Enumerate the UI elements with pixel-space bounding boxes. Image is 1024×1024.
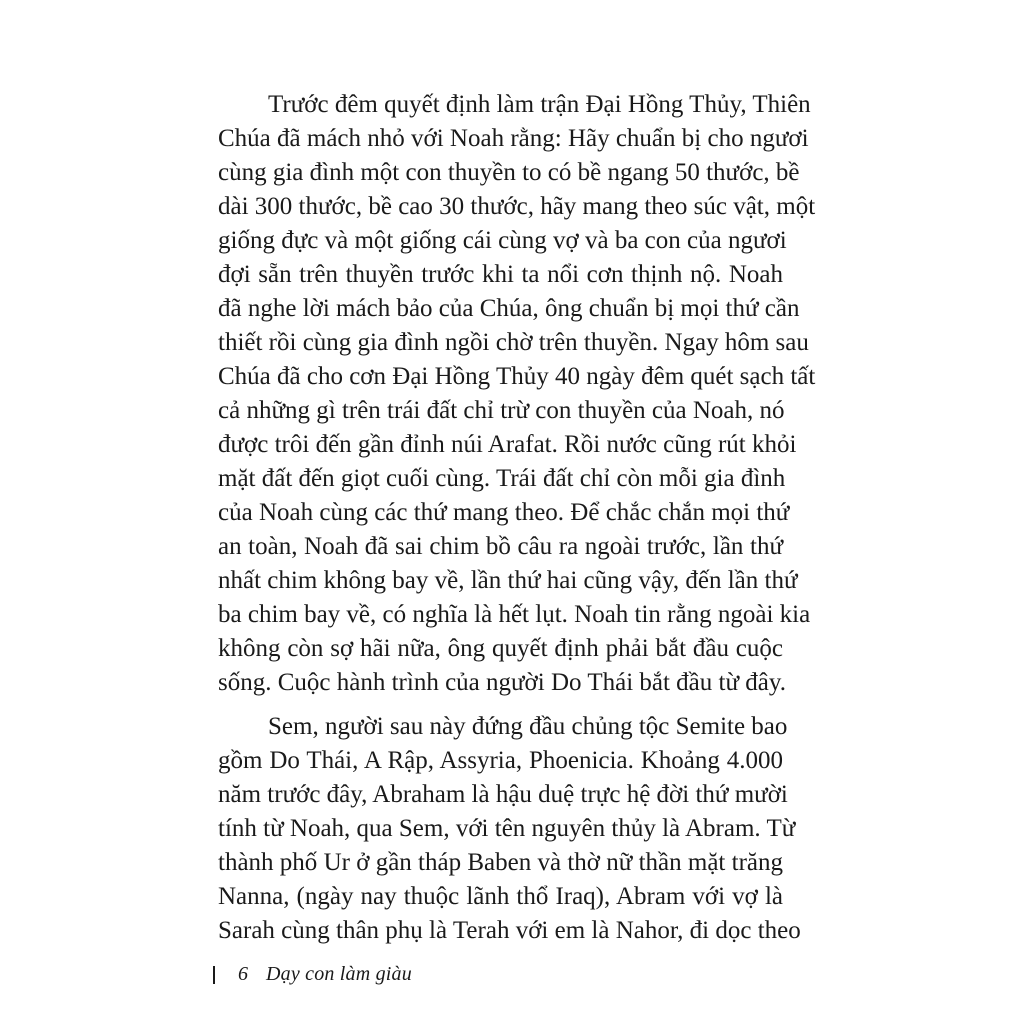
text-line: cùng gia đình một con thuyền to có bề ngang 50 thước, bề (218, 159, 800, 186)
text-line: giống đực và một giống cái cùng vợ và ba con của ngươi (218, 227, 787, 254)
text-line: thành phố Ur ở gần tháp Baben và thờ nữ thần mặt trăng (218, 849, 783, 876)
text-line: nhất chim không bay về, lần thứ hai cũng vậy, đến lần thứ (218, 567, 798, 594)
text-line: mặt đất đến giọt cuối cùng. Trái đất chỉ còn mỗi gia đình (218, 465, 786, 492)
text-line: năm trước đây, Abraham là hậu duệ trực hệ đời thứ mười (218, 781, 788, 808)
text-line: đã nghe lời mách bảo của Chúa, ông chuẩn bị mọi thứ cần (218, 295, 800, 322)
text-line: cả những gì trên trái đất chỉ trừ con thuyền của Noah, nó (218, 397, 785, 424)
running-title: Dạy con làm giàu (266, 963, 412, 985)
page-number: 6 (238, 963, 248, 985)
text-line: thiết rồi cùng gia đình ngồi chờ trên thuyền. Ngay hôm sau (218, 329, 809, 356)
footer-rule (213, 966, 215, 984)
text-line: đợi sẵn trên thuyền trước khi ta nổi cơn thịnh nộ. Noah (218, 261, 783, 288)
text-line: không còn sợ hãi nữa, ông quyết định phải bắt đầu cuộc (218, 635, 783, 662)
text-line: Chúa đã cho cơn Đại Hồng Thủy 40 ngày đêm quét sạch tất (218, 363, 816, 390)
text-line: tính từ Noah, qua Sem, với tên nguyên thủy là Abram. Từ (218, 815, 796, 842)
text-line: Chúa đã mách nhỏ với Noah rằng: Hãy chuẩn bị cho ngươi (218, 125, 809, 152)
text-line: an toàn, Noah đã sai chim bồ câu ra ngoài trước, lần thứ (218, 533, 783, 560)
text-line: Nanna, (ngày nay thuộc lãnh thổ Iraq), Abram với vợ là (218, 883, 783, 910)
text-line: dài 300 thước, bề cao 30 thước, hãy mang theo súc vật, một (218, 193, 816, 220)
text-line: của Noah cùng các thứ mang theo. Để chắc chắn mọi thứ (218, 499, 790, 526)
text-line: ba chim bay về, có nghĩa là hết lụt. Noah tin rằng ngoài kia (218, 601, 811, 628)
text-line: sống. Cuộc hành trình của người Do Thái bắt đầu từ đây. (218, 669, 786, 696)
text-line: gồm Do Thái, A Rập, Assyria, Phoenicia. Khoảng 4.000 (218, 747, 783, 774)
text-line: Sarah cùng thân phụ là Terah với em là Nahor, đi dọc theo (218, 917, 801, 944)
text-line: được trôi đến gần đỉnh núi Arafat. Rồi nước cũng rút khỏi (218, 431, 797, 458)
text-line: Trước đêm quyết định làm trận Đại Hồng Thủy, Thiên (268, 91, 811, 118)
text-line: Sem, người sau này đứng đầu chủng tộc Semite bao (268, 713, 788, 740)
